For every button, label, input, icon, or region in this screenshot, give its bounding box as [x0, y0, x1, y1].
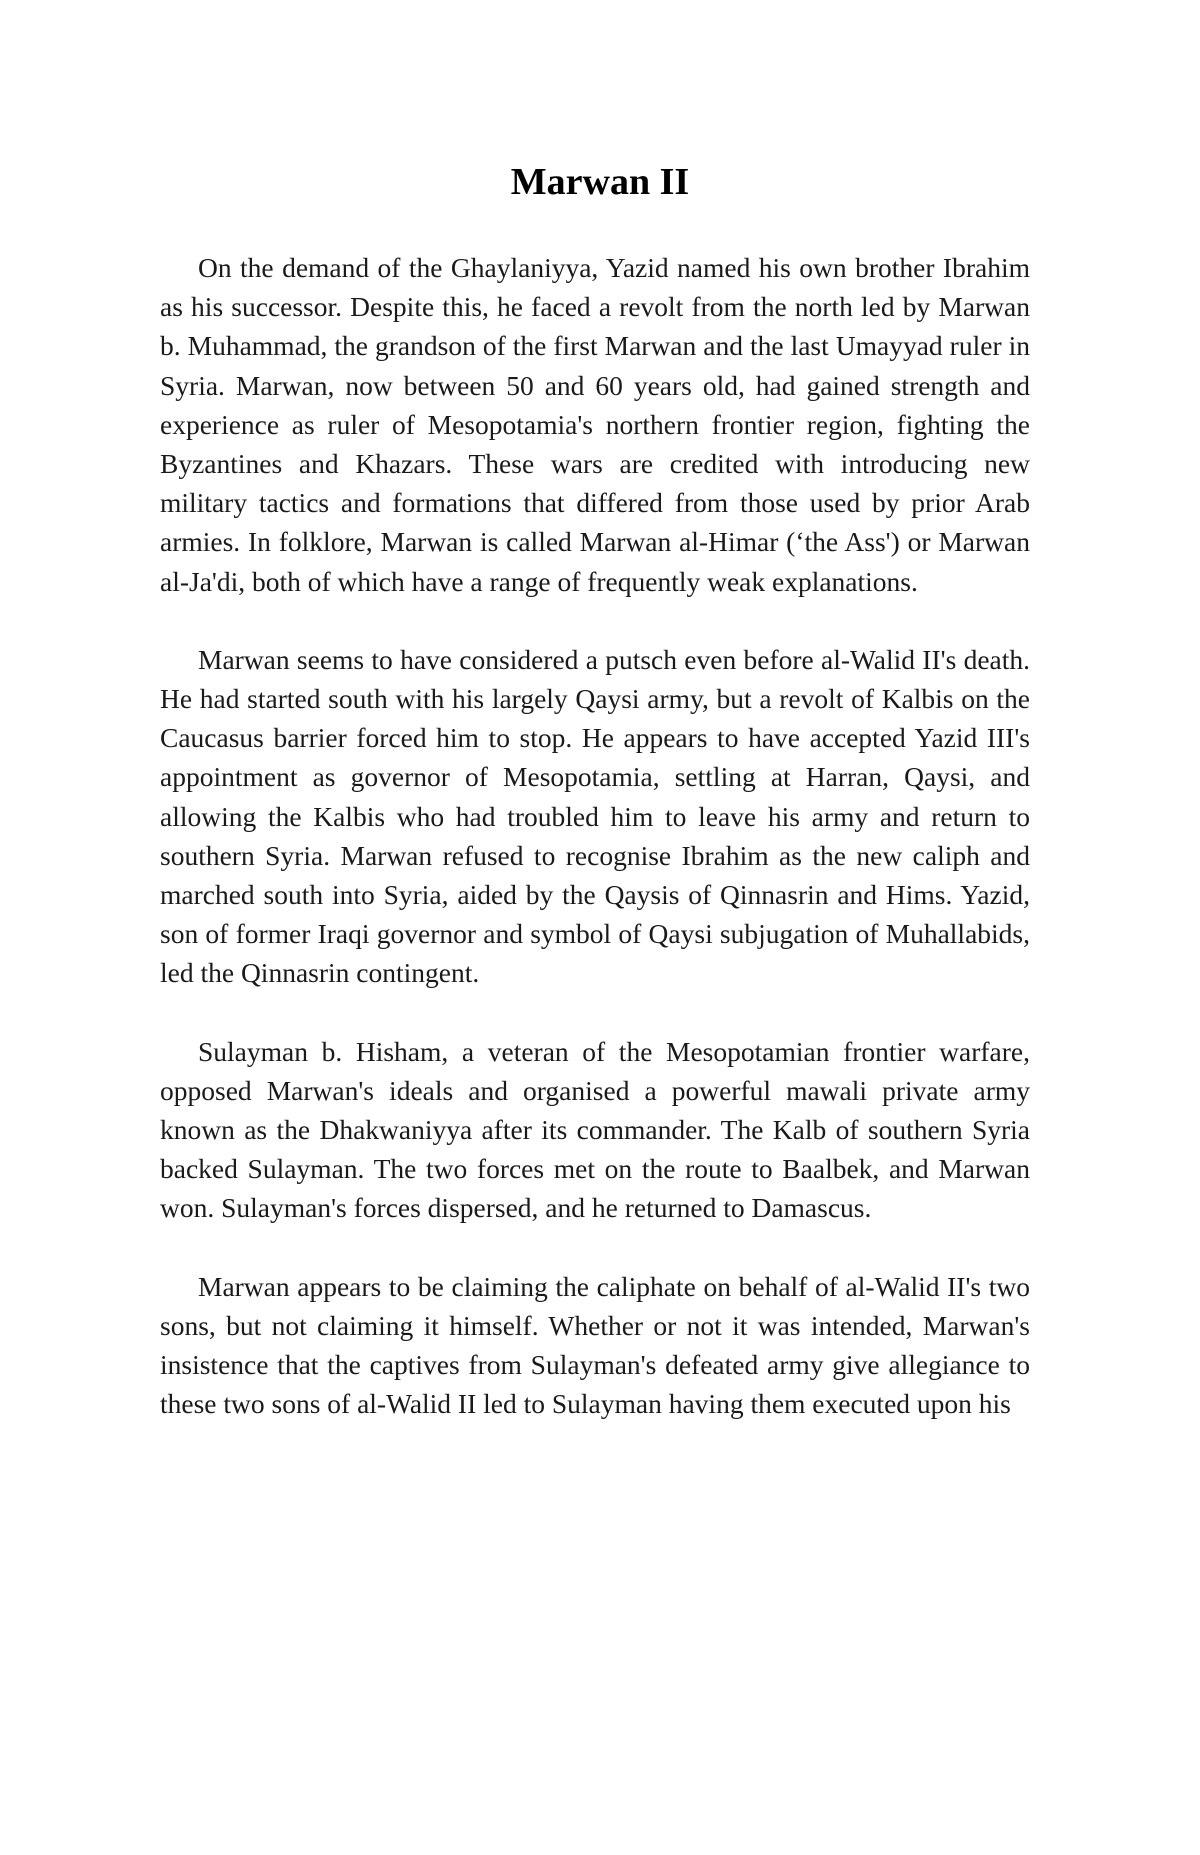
- paragraph: Sulayman b. Hisham, a veteran of the Mesopotamian frontier warfare, opposed Marwan's ideals and organised a powerful mawali private army known as the Dhakwaniyya after its commander. The Kalb of southern Syria backed Sulayman. The two forces met on the route to Baalbek, and Marwan won. Sulayman's forces dispersed, and he returned to Damascus.: [160, 1035, 1030, 1224]
- paragraph: Marwan appears to be claiming the caliphate on behalf of al-Walid II's two sons, but not claiming it himself. Whether or not it was intended, Marwan's insistence that the captives from Sulayman's defeated army give allegiance to these two sons of al-Walid II led to Sulayman having them executed upon his: [160, 1270, 1030, 1420]
- body-text: [160, 248, 1030, 1462]
- paragraph: On the demand of the Ghaylaniyya, Yazid named his own brother Ibrahim as his successor. Despite this, he faced a revolt from the north led by Marwan b. Muhammad, the grandson of the first Marwan and the last Umayyad ruler in Syria. Marwan, now between 50 and 60 years old, had gained strength and experience as ruler of Mesopotamia's northern frontier region, fighting the Byzantines and Khazars. These wars are credited with introducing new military tactics and formations that differed from those used by prior Arab armies. In folklore, Marwan is called Marwan al-Himar (‘the Ass') or Marwan al-Ja'di, both of which have a range of frequently weak explanations.: [160, 252, 1030, 597]
- paragraph: Marwan seems to have considered a putsch even before al-Walid II's death. He had started south with his largely Qaysi army, but a revolt of Kalbis on the Caucasus barrier forced him to stop. He appears to have accepted Yazid III's appointment as governor of Mesopotamia, settling at Harran, Qaysi, and allowing the Kalbis who had troubled him to leave his army and return to southern Syria. Marwan refused to recognise Ibrahim as the new caliph and marched south into Syria, aided by the Qaysis of Qinnasrin and Hims. Yazid, son of former Iraqi governor and symbol of Qaysi subjugation of Muhallabids, led the Qinnasrin contingent.: [160, 643, 1030, 989]
- page-title: Marwan II: [510, 161, 690, 203]
